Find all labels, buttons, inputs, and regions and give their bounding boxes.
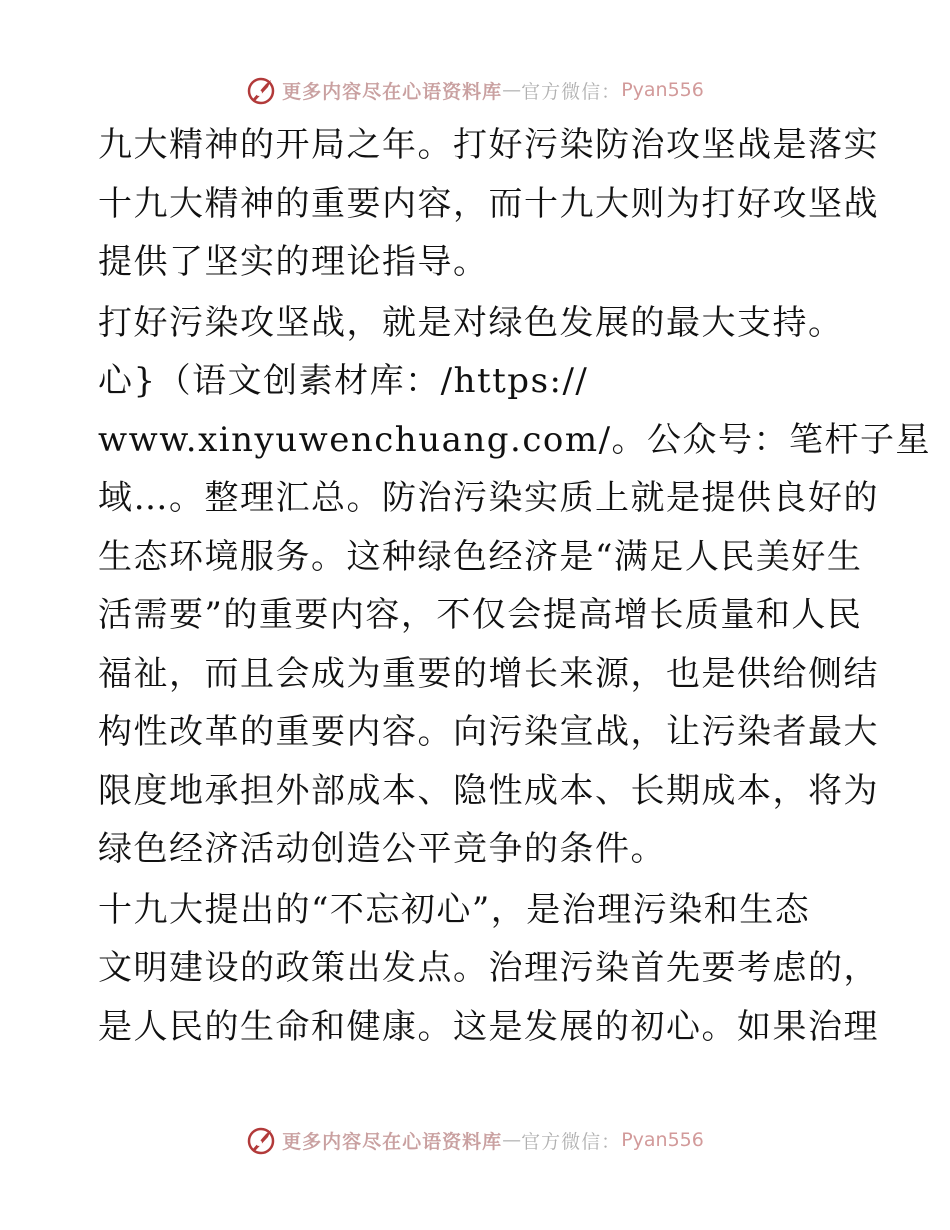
paragraph-1 xyxy=(98,116,879,292)
footer-banner xyxy=(0,1120,950,1160)
text-line: 九大精神的开局之年。打好污染防治攻坚战是落实 xyxy=(98,125,879,165)
text-line: 文明建设的政策出发点。治理污染首先要考虑的， xyxy=(98,948,879,988)
text-line: 打好污染攻坚战，就是对绿色发展的最大支持。 xyxy=(98,302,844,343)
banner-separator: — xyxy=(502,1129,522,1151)
paragraph-2 xyxy=(98,294,932,879)
text-line: 生态环境服务。这种绿色经济是“满足人民美好生 xyxy=(98,536,863,577)
text-line: 心}（语文创素材库：/https:// xyxy=(98,361,589,401)
text-line: 十九大精神的重要内容，而十九大则为打好攻坚战 xyxy=(98,183,879,224)
text-line: 十九大提出的“不忘初心”，是治理污染和生态 xyxy=(98,889,811,930)
text-line: 绿色经济活动创造公平竞争的条件。 xyxy=(98,829,666,869)
text-line: 域…。整理汇总。防治污染实质上就是提供良好的 xyxy=(98,478,879,518)
document-body xyxy=(98,116,932,1056)
pen-logo-icon xyxy=(246,1124,278,1156)
text-line: 限度地承担外部成本、隐性成本、长期成本，将为 xyxy=(98,770,879,811)
text-line: 活需要”的重要内容，不仅会提高增长质量和人民 xyxy=(98,595,863,635)
banner-main-text: 更多内容尽在心语资料库 xyxy=(282,80,503,103)
text-line: 福祉，而且会成为重要的增长来源，也是供给侧结 xyxy=(98,653,879,694)
pen-logo-icon xyxy=(246,74,278,106)
banner-main-text: 更多内容尽在心语资料库 xyxy=(282,1130,503,1153)
banner-separator: — xyxy=(502,79,522,101)
paragraph-3 xyxy=(98,881,879,1057)
text-line: 提供了坚实的理论指导。 xyxy=(98,242,489,282)
text-line: 是人民的生命和健康。这是发展的初心。如果治理 xyxy=(98,1006,879,1047)
header-banner xyxy=(0,70,950,110)
banner-wechat-id: Pyan556 xyxy=(621,79,704,101)
banner-wechat-label: 官方微信： xyxy=(521,1130,622,1153)
text-line: 构性改革的重要内容。向污染宣战，让污染者最大 xyxy=(98,712,879,752)
banner-wechat-id: Pyan556 xyxy=(621,1129,704,1151)
text-line: www.xinyuwenchuang.com/。公众号：笔杆子星 xyxy=(98,419,932,460)
banner-wechat-label: 官方微信： xyxy=(521,80,622,103)
